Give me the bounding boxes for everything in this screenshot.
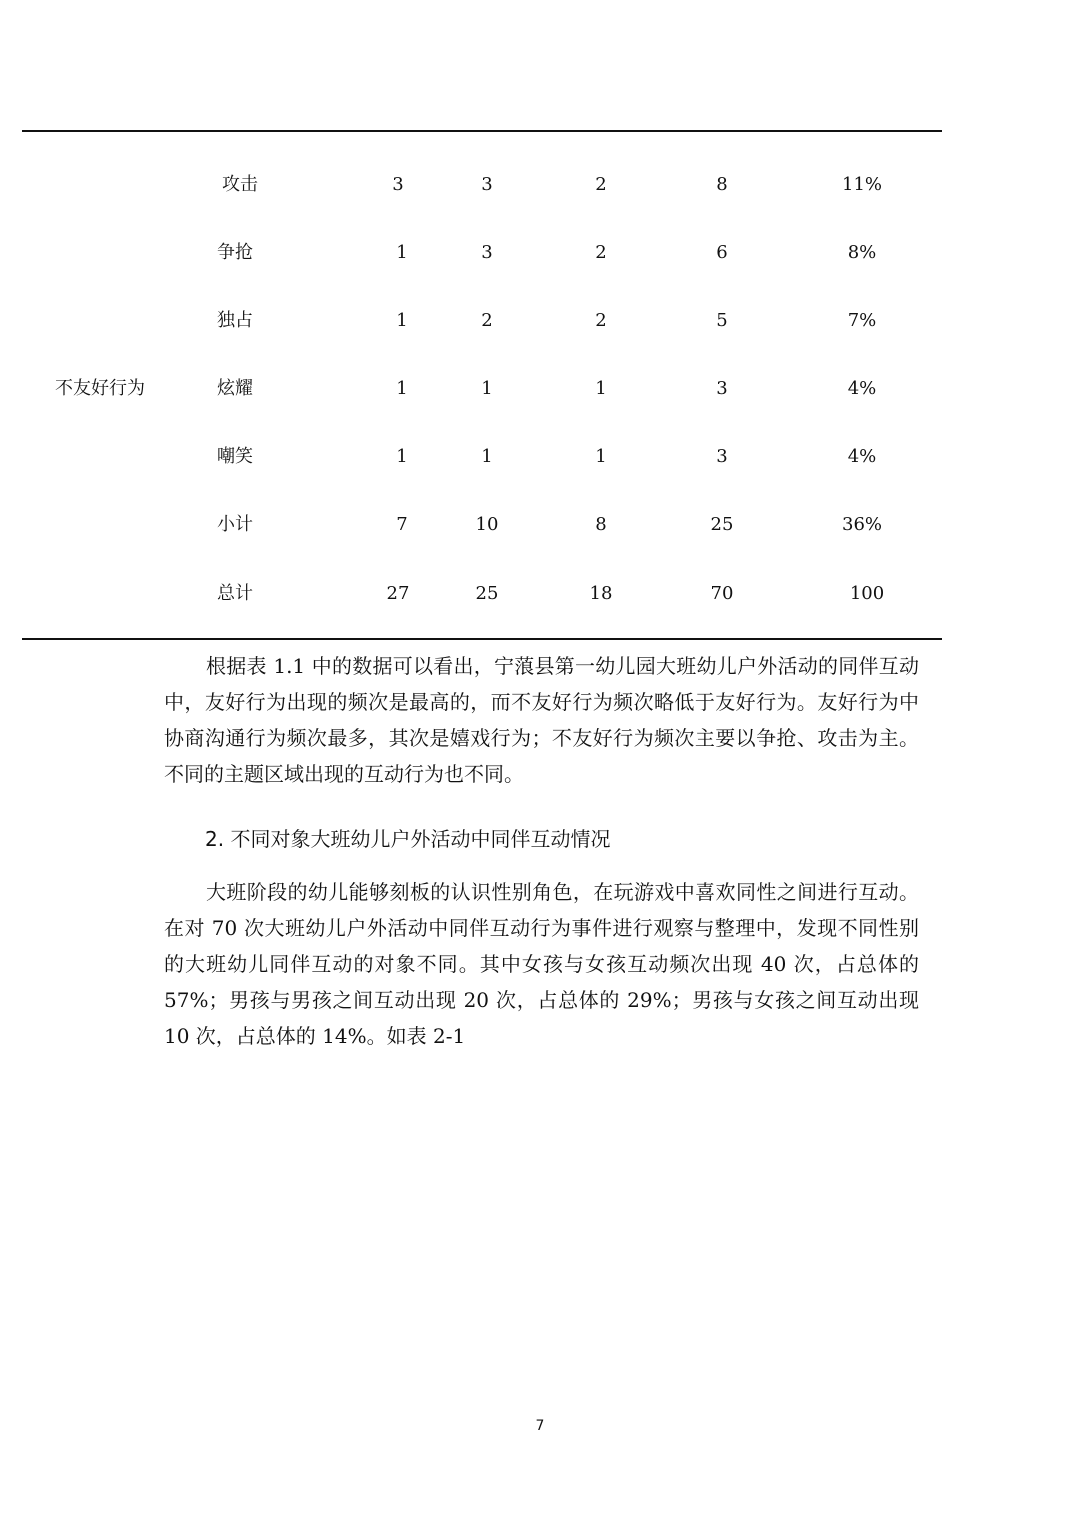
table-row-label: 独占 [217, 310, 253, 331]
table-cell: 3 [481, 242, 493, 263]
table-cell-total: 3 [716, 446, 728, 467]
table-cell-total: 25 [710, 514, 734, 535]
table-cell-percent: 11% [841, 174, 883, 195]
table-cell: 1 [396, 378, 408, 399]
table-cell-percent: 4% [847, 446, 877, 467]
table-cell: 1 [595, 378, 607, 399]
table-cell: 1 [595, 446, 607, 467]
table-cell-total: 8 [716, 174, 728, 195]
table-cell-total: 5 [716, 310, 728, 331]
table-row-label: 总计 [217, 583, 253, 604]
paragraph-gender-interaction: 大班阶段的幼儿能够刻板的认识性别角色，在玩游戏中喜欢同性之间进行互动。在对 70 次大班幼儿户外活动中同伴互动行为事件进行观察与整理中，发现不同性别的大班幼儿同伴互动的对象不同。其中女孩与女孩互动频次出现 40 次，占总体的 57%；男孩与男孩之间互动出现 20 次，占总体的 29%；男孩与女孩之间互动出现 10 次，占总体的 14%。如表 2-1 [164, 880, 919, 1048]
page-number: 7 [535, 1418, 545, 1434]
table-row-label: 炫耀 [217, 378, 253, 399]
table-category-label: 不友好行为 [55, 378, 145, 399]
table-cell: 8 [595, 514, 607, 535]
table-row-label: 攻击 [222, 174, 258, 195]
table-cell: 7 [396, 514, 408, 535]
table-cell: 1 [481, 378, 493, 399]
paragraph-analysis: 根据表 1.1 中的数据可以看出，宁蒗县第一幼儿园大班幼儿户外活动的同伴互动中，友好行为出现的频次是最高的，而不友好行为频次略低于友好行为。友好行为中协商沟通行为频次最多，其次是嬉戏行为；不友好行为频次主要以争抢、攻击为主。不同的主题区域出现的互动行为也不同。 [164, 654, 919, 786]
table-cell: 2 [595, 310, 607, 331]
table-cell: 18 [589, 583, 613, 604]
section-heading: 2. 不同对象大班幼儿户外活动中同伴互动情况 [205, 827, 611, 851]
table-row-label: 嘲笑 [217, 446, 253, 467]
table-cell: 2 [595, 174, 607, 195]
table-cell: 1 [396, 242, 408, 263]
table-cell-total: 6 [716, 242, 728, 263]
table-cell-total: 70 [710, 583, 734, 604]
table-cell-percent: 4% [847, 378, 877, 399]
table-cell: 1 [396, 446, 408, 467]
table-row-label: 小计 [217, 514, 253, 535]
table-top-rule [22, 130, 942, 132]
table-cell-percent: 8% [847, 242, 877, 263]
table-cell: 25 [475, 583, 499, 604]
table-cell-percent: 7% [847, 310, 877, 331]
table-cell-percent: 36% [841, 514, 883, 535]
table-cell: 1 [396, 310, 408, 331]
table-cell-percent: 100 [849, 583, 885, 604]
table-cell-total: 3 [716, 378, 728, 399]
table-bottom-rule [22, 638, 942, 640]
table-cell: 2 [481, 310, 493, 331]
table-cell: 1 [481, 446, 493, 467]
table-cell: 27 [386, 583, 410, 604]
table-cell: 10 [475, 514, 499, 535]
table-cell: 3 [481, 174, 493, 195]
table-row-label: 争抢 [217, 242, 253, 263]
table-cell: 2 [595, 242, 607, 263]
table-cell: 3 [392, 174, 404, 195]
